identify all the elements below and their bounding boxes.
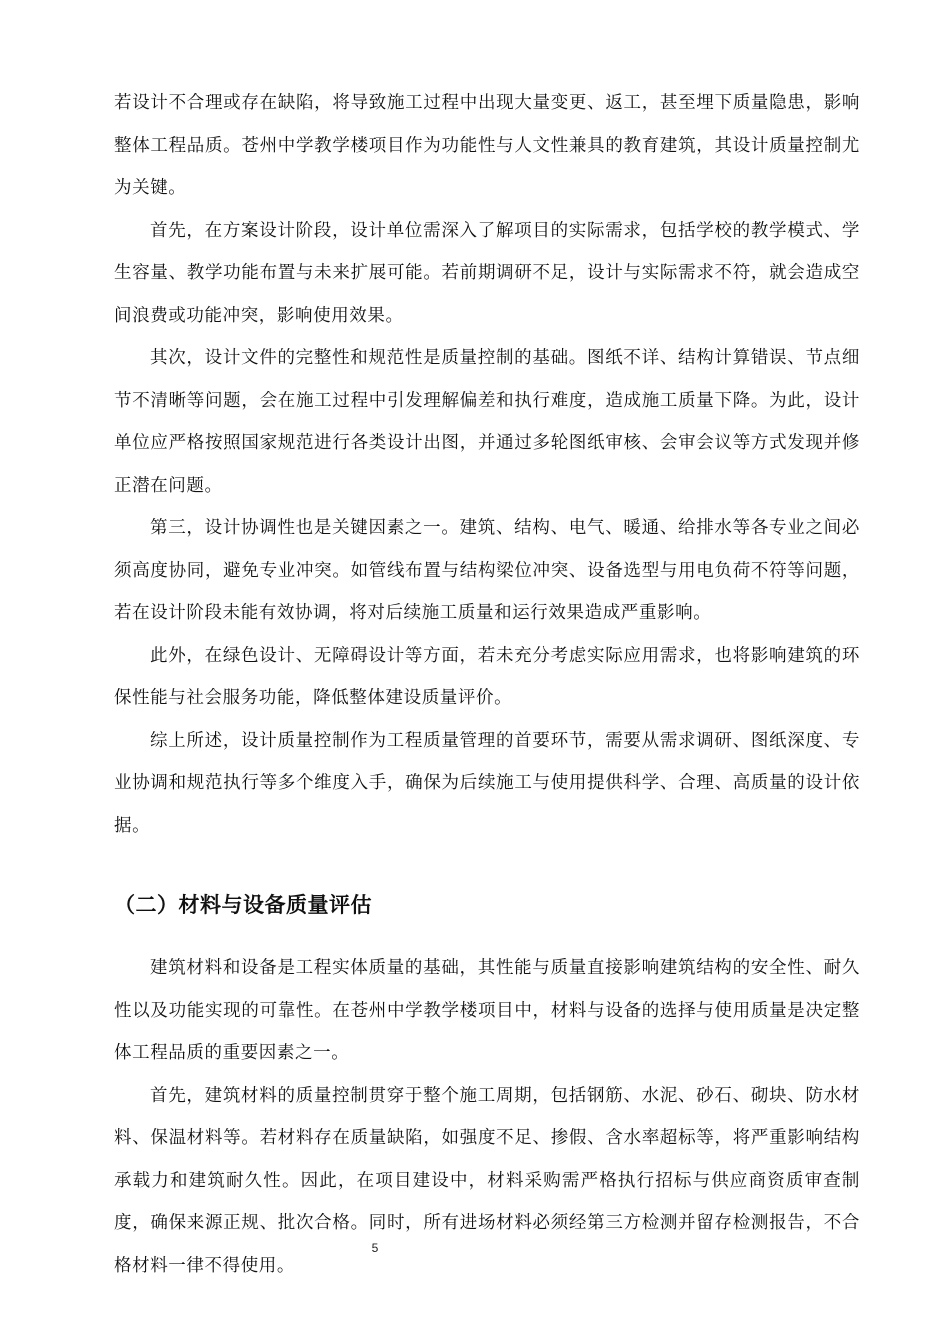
paragraph: 首先，在方案设计阶段，设计单位需深入了解项目的实际需求，包括学校的教学模式、学生容量、教学功能布置与未来扩展可能。若前期调研不足，设计与实际需求不符，就会造成空间浪费或功能冲突，影响使用效果。 (114, 220, 860, 326)
document-body (114, 82, 860, 1287)
paragraph: 此外，在绿色设计、无障碍设计等方面，若未充分考虑实际应用需求，也将影响建筑的环保性能与社会服务功能，降低整体建设质量评价。 (114, 645, 860, 708)
paragraph-continuation: 若设计不合理或存在缺陷，将导致施工过程中出现大量变更、返工，甚至埋下质量隐患，影响整体工程品质。苍州中学教学楼项目作为功能性与人文性兼具的教育建筑，其设计质量控制尤为关键。 (114, 93, 860, 198)
page-number: 5 (371, 1241, 379, 1255)
paragraph: 首先，建筑材料的质量控制贯穿于整个施工周期，包括钢筋、水泥、砂石、砌块、防水材料、保温材料等。若材料存在质量缺陷，如强度不足、掺假、含水率超标等，将严重影响结构承载力和建筑耐久性。因此，在项目建设中，材料采购需严格执行招标与供应商资质审查制度，确保来源正规、批次合格。同时，所有进场材料必须经第三方检测并留存检测报告，不合格材料一律不得使用。 (114, 1085, 860, 1276)
paragraph: 综上所述，设计质量控制作为工程质量管理的首要环节，需要从需求调研、图纸深度、专业协调和规范执行等多个维度入手，确保为后续施工与使用提供科学、合理、高质量的设计依据。 (114, 730, 860, 836)
paragraph: 其次，设计文件的完整性和规范性是质量控制的基础。图纸不详、结构计算错误、节点细节不清晰等问题，会在施工过程中引发理解偏差和执行难度，造成施工质量下降。为此，设计单位应严格按照国家规范进行各类设计出图，并通过多轮图纸审核、会审会议等方式发现并修正潜在问题。 (114, 348, 860, 496)
paragraph: 第三，设计协调性也是关键因素之一。建筑、结构、电气、暖通、给排水等各专业之间必须高度协同，避免专业冲突。如管线布置与结构梁位冲突、设备选型与用电负荷不符等问题，若在设计阶段未能有效协调，将对后续施工质量和运行效果造成严重影响。 (114, 518, 860, 623)
section-heading: （二）材料与设备质量评估 (114, 893, 372, 917)
paragraph: 建筑材料和设备是工程实体质量的基础，其性能与质量直接影响建筑结构的安全性、耐久性以及功能实现的可靠性。在苍州中学教学楼项目中，材料与设备的选择与使用质量是决定整体工程品质的重要因素之一。 (114, 958, 860, 1063)
